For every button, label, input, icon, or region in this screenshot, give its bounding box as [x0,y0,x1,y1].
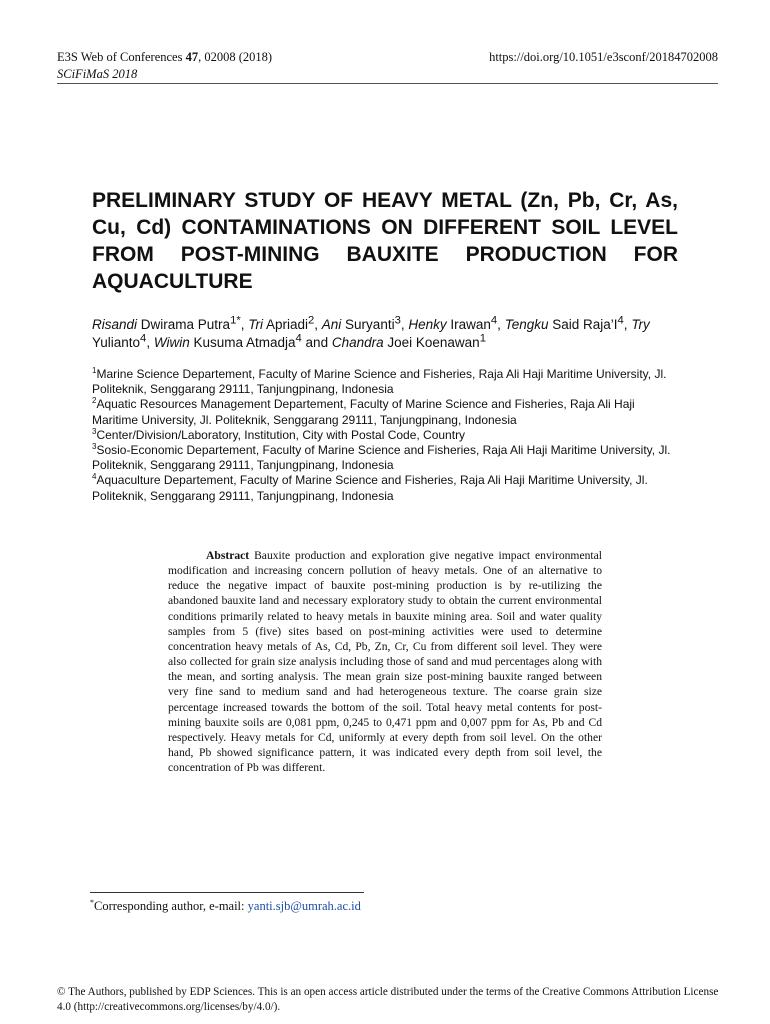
author-given-name: Tengku [504,317,549,332]
affiliation [92,397,678,427]
footnote-mark: * [90,897,94,907]
affiliation-text: Sosio-Economic Departement, Faculty of Marine Science and Fisheries, Raja Ali Haji Maritime University, Jl. Politeknik, Senggarang 29111, Tanjungpinang, Indonesia [92,443,671,473]
author-affiliation-mark: 4 [617,314,624,327]
footnote-divider [90,892,364,893]
conference-name: SCiFiMaS 2018 [57,67,138,81]
author-family-name: Kusuma Atmadja [189,335,296,350]
author-given-name: Wiwin [153,335,190,350]
corresponding-author-footnote [90,899,361,914]
author-affiliation-mark: 4 [295,332,302,345]
author-given-name: Risandi [92,317,138,332]
author-family-name: Joei Koenawan [383,335,480,350]
author-family-name: Irawan [446,317,491,332]
affiliation-number: 3 [92,442,97,452]
author [92,314,249,332]
author-family-name: Dwirama Putra [137,317,231,332]
doi-link[interactable]: https://doi.org/10.1051/e3sconf/20184702008 [489,50,718,64]
author [248,314,322,332]
author-affiliation-mark: 1 [479,332,486,345]
author-affiliation-mark: 4 [490,314,498,327]
author [331,332,486,350]
author-given-name: Henky [408,317,447,332]
affiliation [92,428,678,443]
abstract-label: Abstract [206,549,250,562]
author-list [92,316,678,352]
author-separator: and [301,335,332,350]
affiliation-number: 1 [92,366,97,375]
email-link[interactable]: yanti.sjb@umrah.ac.id [247,899,361,913]
affiliation-number: 3 [92,426,97,436]
author-separator: , [400,317,409,332]
header-divider [57,83,718,84]
author-family-name: Yulianto [92,335,141,350]
abstract-text: Bauxite production and exploration give negative impact environmental modification and increasing concern pollution of heavy metals. One of an alternative to reduce the negative impact of bauxite post-mining production is by re-utilizing the abandoned bauxite land and necessary exploratory study to obtain the current environmental conditions primarily related to heavy metals in bauxite mining area. Soil and water quality samples from 5 (five) sites based on post-mining activities were used to determine concentration heavy metals of As, Cd, Pb, Zn, Cr, Cu from different soil level. They were also collected for grain size analysis including those of sand and mud percentages along with the mean, and sorting analysis. The mean grain size post-mining bauxite ranged between very fine sand to medium sand and had heterogeneous texture. The coarse grain size percentage increased towards the bottom of the soil. Total heavy metal contents for post-mining bauxite soils are 0,081 ppm, 0,245 to 0,471 ppm and 0,007 ppm for As, Pb and Cd respectively. Heavy metals for Cd, uniformly at every depth from soil level. On the other hand, Pb showed significance pattern, it was indicated every depth from soil level, the concentration of Pb was different. [168,549,602,775]
author-separator: , [314,317,322,332]
affiliation-text: Aquatic Resources Management Departement, Faculty of Marine Science and Fisheries, Raja Ali Haji Maritime University, Jl. Politeknik, Senggarang 29111, Tanjungpinang, Indonesia [92,397,635,427]
author-separator: , [146,335,154,350]
author-separator: , [497,317,505,332]
author-affiliation-mark: 1* [230,314,241,327]
footnote-label: Corresponding author, e-mail: [94,899,248,913]
affiliation-number: 4 [92,472,97,482]
author-given-name: Try [631,317,650,332]
author [321,314,409,332]
abstract [168,548,602,775]
author [153,332,332,350]
journal-volume: 47 [185,50,199,64]
author-affiliation-mark: 2 [308,314,315,327]
article-info: , 02008 (2018) [198,50,273,64]
journal-prefix: E3S Web of Conferences [57,50,186,64]
author-affiliation-mark: 4 [140,332,147,345]
author-separator: , [623,317,632,332]
author-family-name: Said Raja’I [548,317,618,332]
journal-citation [57,50,272,65]
author-affiliation-mark: 3 [394,314,401,327]
author-given-name: Ani [321,317,342,332]
affiliation-text: Aquaculture Departement, Faculty of Marine Science and Fisheries, Raja Ali Haji Maritime University, Jl. Politeknik, Senggarang 29111, Tanjungpinang, Indonesia [92,473,648,503]
author-separator: , [240,317,249,332]
affiliation [92,473,678,503]
author-family-name: Apriadi [262,317,308,332]
author-family-name: Suryanti [341,317,395,332]
affiliation-list [92,367,678,504]
license-notice: © The Authors, published by EDP Sciences. This is an open access article distributed under the terms of the Creative Commons Attribution License 4.0 (http://creativecommons.org/licenses/by/4.0/). [57,986,719,1013]
paper-title: PRELIMINARY STUDY OF HEAVY METAL (Zn, Pb, Cr, As, Cu, Cd) CONTAMINATIONS ON DIFFERENT SOIL LEVEL FROM POST-MINING BAUXITE PRODUCTION FOR AQUACULTURE [92,189,678,293]
affiliation-text: Center/Division/Laboratory, Institution, City with Postal Code, Country [96,427,466,442]
affiliation-number: 2 [92,396,97,406]
author-given-name: Chandra [331,335,384,350]
author-given-name: Tri [248,317,263,332]
affiliation [92,367,678,397]
affiliation-text: Marine Science Departement, Faculty of Marine Science and Fisheries, Raja Ali Haji Maritime University, Jl. Politeknik, Senggarang 29111, Tanjungpinang, Indonesia [92,367,667,397]
author [504,314,632,332]
affiliation [92,443,678,473]
author [408,314,505,332]
